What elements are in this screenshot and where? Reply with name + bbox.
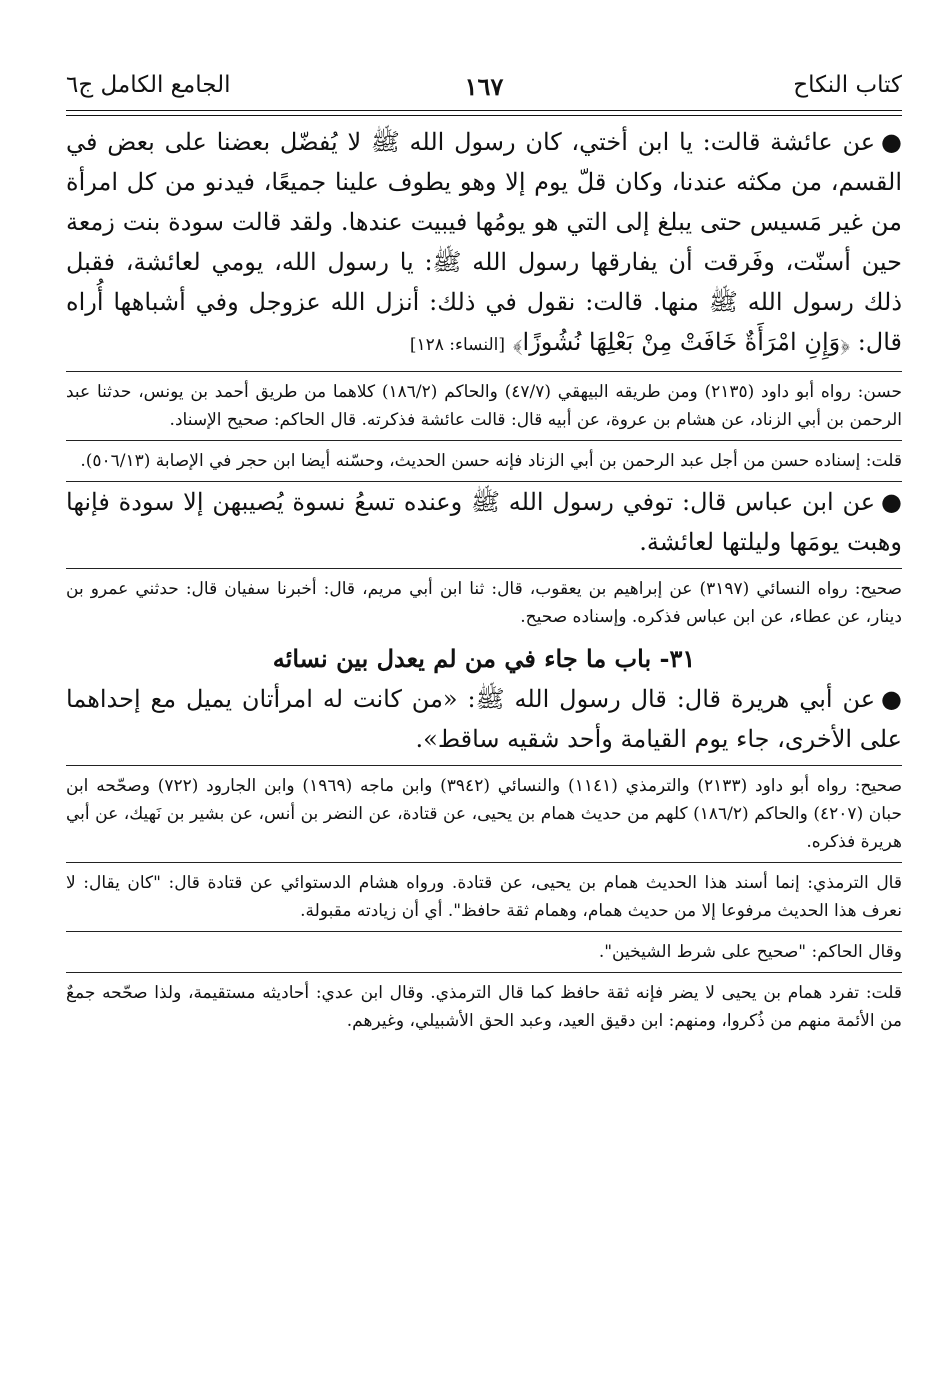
page-content	[66, 122, 902, 1041]
quran-reference: [النساء: ١٢٨]	[409, 335, 506, 355]
hadith-text: عن أبي هريرة قال: قال رسول الله ﷺ: «من كانت له امرأتان يميل مع إحداهما على الأخرى، جاء يوم القيامة وأحد شقيه ساقط».	[66, 685, 902, 753]
tirmidhi-comment: قال الترمذي: إنما أسند هذا الحديث همام بن يحيى، عن قتادة. ورواه هشام الدستوائي عن قتادة قال: "كان يقال: لا نعرف هذا الحديث مرفوعا إلا من حديث همام، وهمام ثقة حافظ". أي أن زيادته مقبولة.	[66, 873, 902, 921]
hadith-2	[66, 482, 902, 568]
book-volume-title: الجامع الكامل ج٦	[66, 72, 231, 98]
bullet-icon: ●	[881, 685, 902, 713]
book-section-title: كتاب النكاح	[793, 72, 902, 98]
bullet-icon: ●	[881, 128, 902, 156]
hakim-comment: وقال الحاكم: "صحيح على شرط الشيخين".	[598, 942, 902, 962]
page-number: ١٦٧	[464, 72, 504, 101]
takhrij-note: صحيح: رواه النسائي (٣١٩٧) عن إبراهيم بن يعقوب، قال: ثنا ابن أبي مريم، قال: أخبرنا سفيان قال: حدثني عمرو بن دينار، عن عطاء، عن ابن عباس فذكره. وإسناده صحيح.	[66, 579, 902, 627]
hadith-1	[66, 122, 902, 371]
chapter-title: ٣١- باب ما جاء في من لم يعدل بين نسائه	[272, 644, 696, 673]
bullet-icon: ●	[881, 488, 902, 516]
author-comment: قلت: تفرد همام بن يحيى لا يضر فإنه ثقة حافظ كما قال الترمذي. وقال ابن عدي: أحاديثه مستقيمة، ولذا صحّحه جمعٌ من الأئمة منهم من ذُكروا، ومنهم: ابن دقيق العيد، وعبد الحق الأشبيلي، وغيرهم.	[66, 983, 902, 1031]
hadith-text: عن ابن عباس قال: توفي رسول الله ﷺ وعنده تسعُ نسوة يُصيبهن إلا سودة فإنها وهبت يومَها وليلتها لعائشة.	[66, 488, 902, 556]
header-rule-thin	[66, 115, 902, 116]
book-page	[66, 62, 902, 1041]
hadith-text: عن عائشة قالت: يا ابن أختي، كان رسول الله ﷺ لا يُفضّل بعضنا على بعض في القسم، من مكثه عندنا، وكان قلّ يوم إلا وهو يطوف علينا جميعًا، فيدنو من كل امرأة من غير مَسيس حتى يبلغ إلى التي هو يومُها فيبيت عندها. ولقد قالت سودة بنت زمعة حين أسنّت، وفَرقت أن يفارقها رسول الله ﷺ: يا رسول الله، يومي لعائشة، فقبل ذلك رسول الله ﷺ منها. قالت: نقول في ذلك: أنزل الله عزوجل وفي أشباهها أُراه قال: ﴿وَإِنِ امْرَأَةٌ خَافَتْ مِنْ بَعْلِهَا نُشُوزًا﴾	[66, 128, 903, 356]
page-header	[66, 62, 902, 114]
header-rule	[66, 110, 902, 111]
takhrij-note: حسن: رواه أبو داود (٢١٣٥) ومن طريقه البيهقي (٤٧/٧) والحاكم (١٨٦/٢) كلاهما من طريق أحمد بن يونس، حدثنا عبد الرحمن بن أبي الزناد، عن هشام بن عروة، عن أبيه قال: قالت عائشة فذكرته. قال الحاكم: صحيح الإسناد.	[66, 382, 903, 430]
hadith-3	[66, 679, 902, 765]
takhrij-note: صحيح: رواه أبو داود (٢١٣٣) والترمذي (١١٤١) والنسائي (٣٩٤٢) وابن ماجه (١٩٦٩) وابن الجارود (٧٢٢) وصحّحه ابن حبان (٤٢٠٧) والحاكم (١٨٦/٢) كلهم من حديث همام بن يحيى، عن قتادة، عن النضر بن أنس، عن بشير بن نَهيك، عن أبي هريرة فذكره.	[66, 776, 903, 852]
author-comment: قلت: إسناده حسن من أجل عبد الرحمن بن أبي الزناد فإنه حسن الحديث، وحسّنه أيضا ابن حجر في الإصابة (٥٠٦/١٣).	[80, 451, 902, 471]
